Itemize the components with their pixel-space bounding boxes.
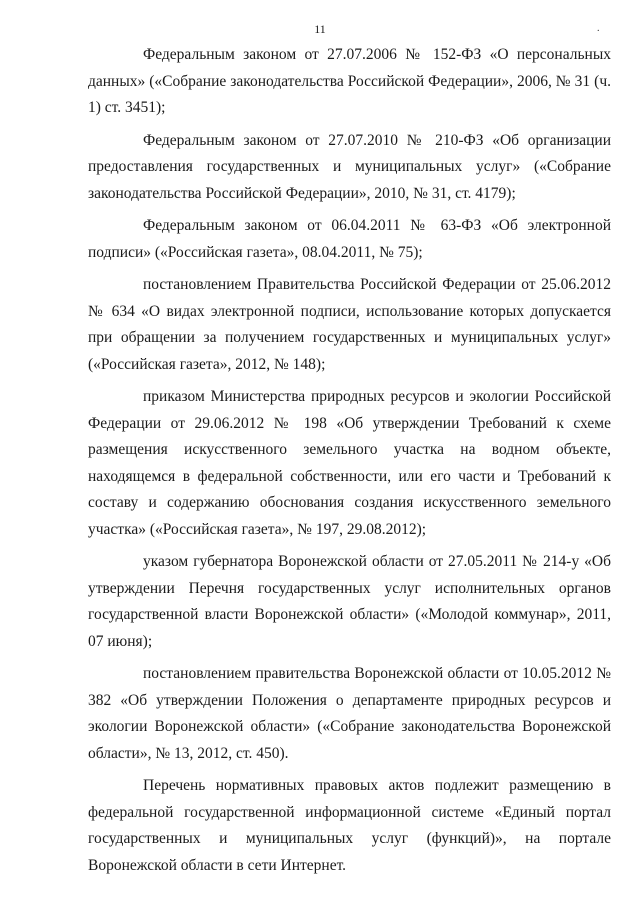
page-number: 11 (314, 22, 326, 36)
paragraph-governor-decree-214: указом губернатора Воронежской области от 27.05.2011 № 214-у «Об утверждении Перечня государственных услуг исполнительных органов государственной власти Воронежской области» («Молодой коммунар», 2011, 07 июня); (88, 553, 611, 650)
document-body (88, 42, 611, 885)
paragraph-law-152fz: Федеральным законом от 27.07.2006 № 152-ФЗ «О персональных данных» («Собрание законодательства Российской Федерации», 2006, № 31 (ч. 1) ст. 3451); (88, 46, 611, 116)
paragraph-publication-note: Перечень нормативных правовых актов подлежит размещению в федеральной государственной информационной системе «Единый портал государственных и муниципальных услуг (функций)», на портале Воронежской области в сети Интернет. (88, 777, 611, 874)
paragraph-ministry-order-198: приказом Министерства природных ресурсов и экологии Российской Федерации от 29.06.2012 № 198 «Об утверждении Требований к схеме размещения искусственного земельного участка на водном объекте, находящемся в федеральной собственности, или его части и Требований к составу и содержанию обоснования создания искусственного земельного участка» («Российская газета», № 197, 29.08.2012); (88, 388, 611, 538)
paragraph-law-210fz: Федеральным законом от 27.07.2010 № 210-ФЗ «Об организации предоставления государственных и муниципальных услуг» («Собрание законодательства Российской Федерации», 2010, № 31, ст. 4179); (88, 131, 611, 202)
paragraph-government-decree-634: постановлением Правительства Российской Федерации от 25.06.2012 № 634 «О видах электронной подписи, использование которых допускается при обращении за получением государственных и муниципальных услуг» («Российская газета», 2012, № 148); (88, 276, 611, 373)
paragraph-regional-decree-382: постановлением правительства Воронежской области от 10.05.2012 № 382 «Об утверждении Положения о департаменте природных ресурсов и экологии Воронежской области» («Собрание законодательства Воронежской области», № 13, 2012, ст. 450). (88, 665, 611, 762)
corner-mark: . (597, 23, 600, 34)
paragraph-law-63fz: Федеральным законом от 06.04.2011 № 63-ФЗ «Об электронной подписи» («Российская газета», 08.04.2011, № 75); (88, 217, 611, 261)
